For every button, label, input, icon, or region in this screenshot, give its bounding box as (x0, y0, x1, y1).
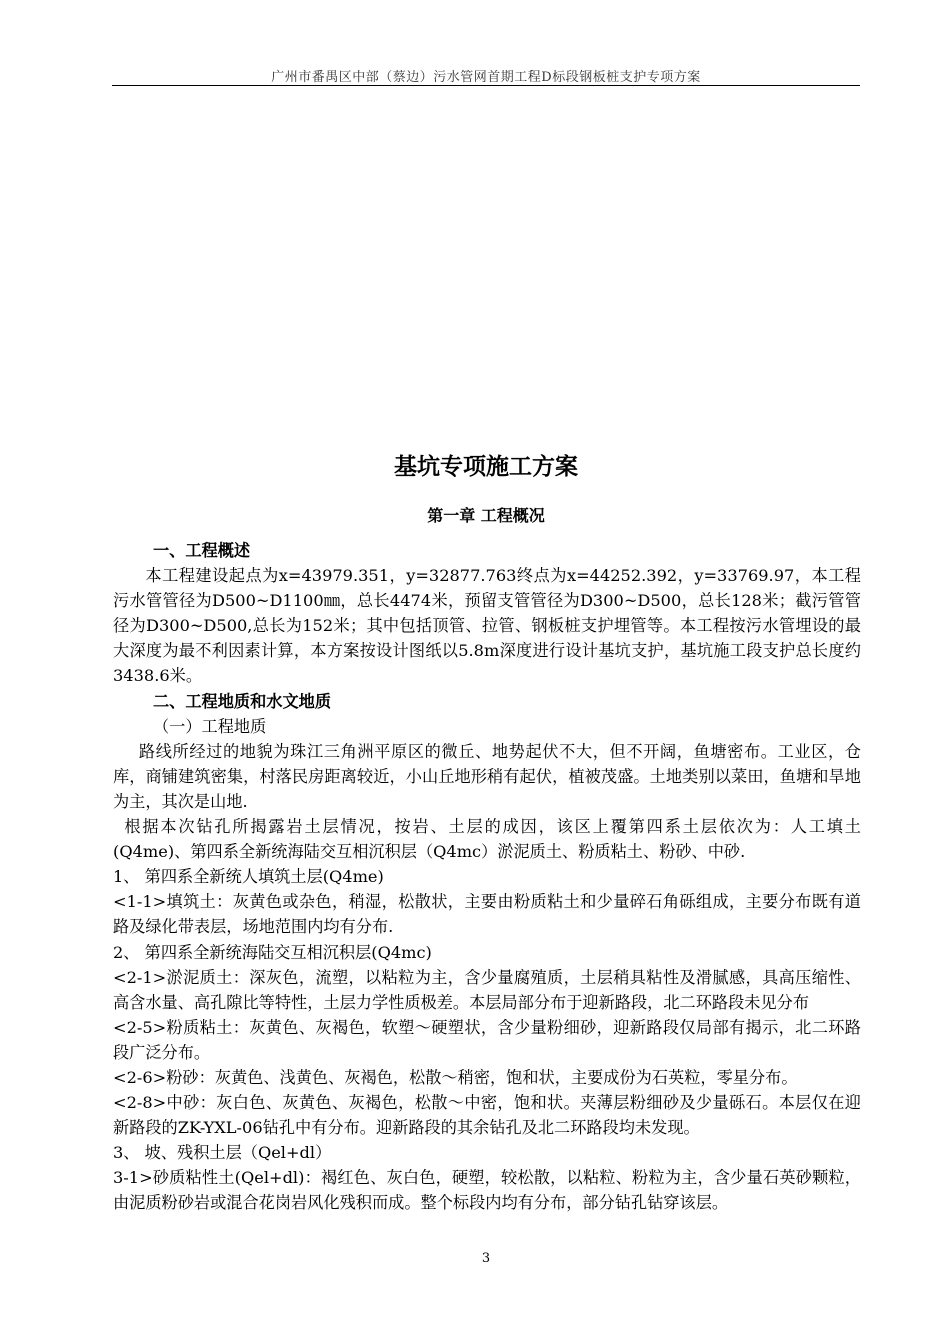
section-heading-geology: 二、工程地质和水文地质 (153, 691, 332, 711)
layer-item-2-6: <2-6>粉砂：灰黄色、浅黄色、灰褐色，松散～稍密，饱和状，主要成份为石英粒，零星分布。 (113, 1067, 798, 1087)
layer-item-2-8: <2-8>中砂：灰白色、灰黄色、灰褐色，松散～中密，饱和状。夹薄层粉细砂及少量砾石。本层仅在迎新路段的ZK-YXL-06钻孔中有分布。迎新路段的其余钻孔及北二环路段均未发现。 (113, 1093, 861, 1138)
section-heading-overview: 一、工程概述 (153, 541, 251, 560)
geology-paragraph-terrain: 路线所经过的地貌为珠江三角洲平原区的微丘、地势起伏不大，但不开阔，鱼塘密布。工业区，仓库，商铺建筑密集，村落民房距离较近，小山丘地形稍有起伏，植被茂盛。土地类别以菜田，鱼塘和旱地为主，其次是山地. (113, 741, 861, 811)
layer-item-2-5: <2-5>粉质粘土：灰黄色、灰褐色，软塑～硬塑状，含少量粉细砂，迎新路段仅局部有揭示，北二环路段广泛分布。 (113, 1017, 861, 1062)
layer-item-3-1: 3-1>砂质粘性土(Qel+dl)：褐红色、灰白色，硬塑，较松散，以粘粒、粉粒为主，含少量石英砂颗粒，由泥质粉砂岩或混合花岗岩风化残积而成。整个标段内均有分布，部分钻孔钻穿该层。 (113, 1168, 861, 1213)
running-header: 广州市番禺区中部（蔡边）污水管网首期工程D标段钢板桩支护专项方案 (271, 70, 701, 85)
document-title: 基坑专项施工方案 (394, 454, 578, 480)
subsection-heading-engineering-geology: （一）工程地质 (153, 716, 267, 736)
layer-item-1-1: <1-1>填筑土：灰黄色或杂色，稍湿，松散状，主要由粉质粘土和少量碎石角砾组成，主要分布既有道路及绿化带表层，场地范围内均有分布. (113, 892, 861, 937)
header-divider (112, 85, 860, 86)
page-number: 3 (481, 1251, 491, 1266)
chapter-title: 第一章 工程概况 (427, 506, 545, 525)
layer-heading-fill: 1、 第四系全新统人填筑土层(Q4me) (113, 867, 384, 887)
layer-heading-residual: 3、 坡、残积土层（Qel+dl） (113, 1143, 332, 1163)
layer-heading-marine: 2、 第四系全新统海陆交互相沉积层(Q4mc) (113, 942, 432, 962)
geology-paragraph-strata: 根据本次钻孔所揭露岩土层情况，按岩、土层的成因，该区上覆第四系土层依次为：人工填土(Q4me)、第四系全新统海陆交互相沉积层（Q4mc）淤泥质土、粉质粘土、粉砂、中砂. (113, 817, 861, 862)
layer-item-2-1: <2-1>淤泥质土：深灰色，流塑，以粘粒为主，含少量腐殖质，土层稍具粘性及滑腻感，具高压缩性、高含水量、高孔隙比等特性，土层力学性质极差。本层局部分布于迎新路段，北二环路段未见分布 (113, 967, 861, 1012)
overview-paragraph: 本工程建设起点为x=43979.351，y=32877.763终点为x=44252.392，y=33769.97，本工程污水管管径为D500~D1100㎜，总长4474米，预留支管管径为D300~D500，总长128米；截污管管径为D300~D500,总长为152米；其中包括顶管、拉管、钢板桩支护埋管等。本工程按污水管埋设的最大深度为最不利因素计算，本方案按设计图纸以5.8m深度进行设计基坑支护，基坑施工段支护总长度约3438.6米。 (113, 566, 861, 686)
document-body (113, 538, 861, 1216)
